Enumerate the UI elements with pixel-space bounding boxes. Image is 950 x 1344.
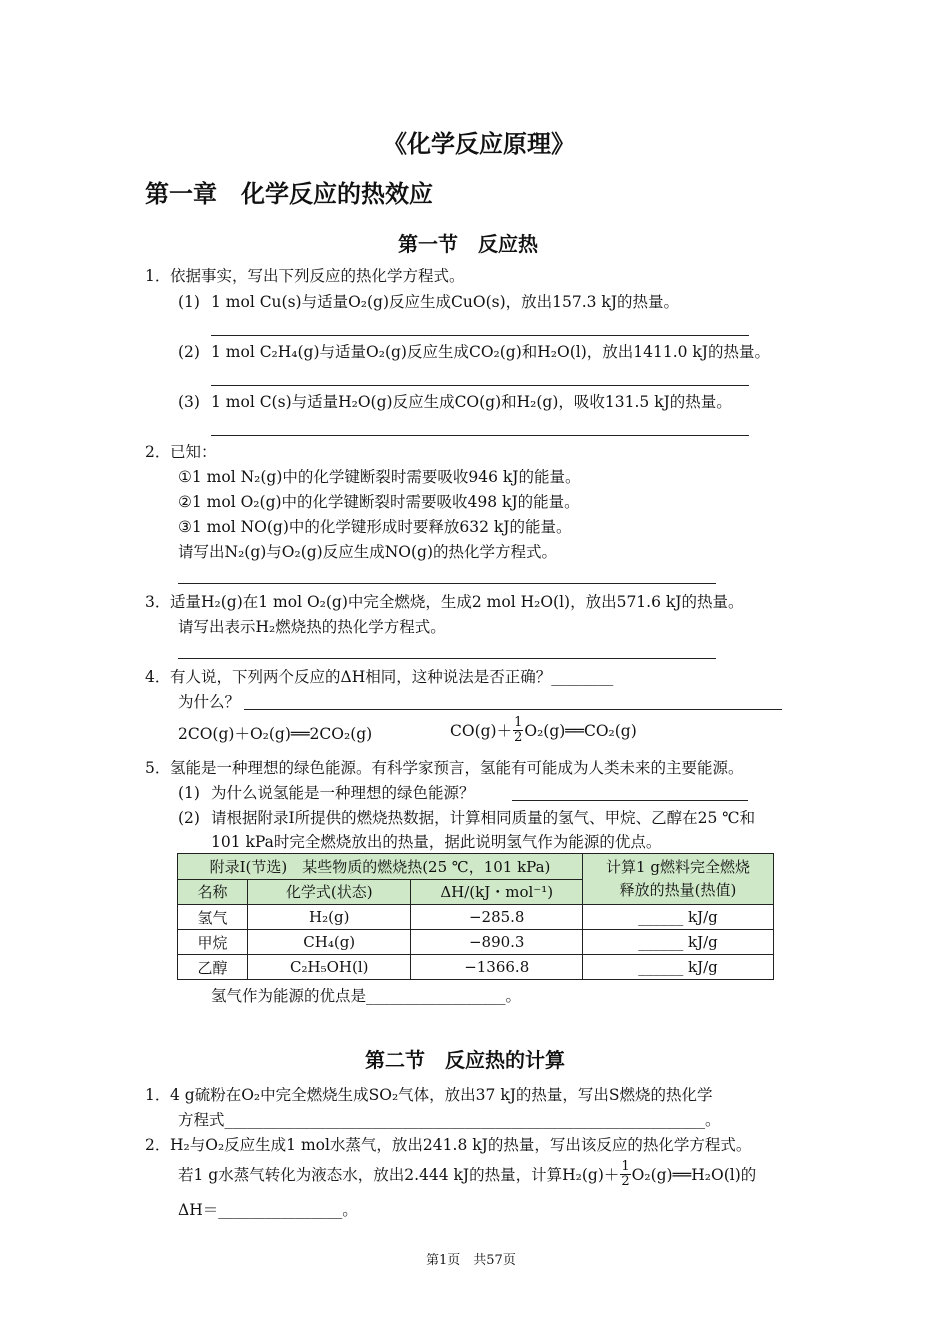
s2-q1-line2: 方程式______________________________________________________________。 xyxy=(178,1111,721,1129)
eq2-right: O₂(g)══CO₂(g) xyxy=(524,721,637,740)
table-row xyxy=(178,955,774,980)
s1-q5-sub2-label: (2) xyxy=(178,809,200,827)
s1-q4-equation2 xyxy=(450,716,637,745)
book-title: 《化学反应原理》 xyxy=(383,130,575,158)
s2-q1-number: 1． xyxy=(145,1086,171,1104)
s1-q2-fact1: ①1 mol N₂(g)中的化学键断裂时需要吸收946 kJ的能量。 xyxy=(178,468,581,486)
cell-name: 乙醇 xyxy=(178,955,248,980)
s1-q5-sub1-label: (1) xyxy=(178,784,200,802)
s1-q1-stem: 依据事实，写出下列反应的热化学方程式。 xyxy=(170,267,465,285)
answer-line[interactable] xyxy=(211,435,749,436)
table-calc-header xyxy=(583,854,774,905)
table-row xyxy=(178,905,774,930)
s1-q4-why: 为什么？ xyxy=(178,693,241,711)
s1-q2-stem: 已知： xyxy=(170,443,217,461)
cell-formula: CH₄(g) xyxy=(248,930,411,955)
s1-q1-item1-label: (1) xyxy=(178,293,200,311)
fraction-one-half xyxy=(620,1160,630,1189)
cell-name: 甲烷 xyxy=(178,930,248,955)
col-header-dh: ΔH/(kJ・mol⁻¹) xyxy=(411,879,583,905)
answer-line[interactable] xyxy=(178,583,716,584)
s1-q4-equation1: 2CO(g)＋O₂(g)══2CO₂(g) xyxy=(178,725,373,743)
s1-q5-stem: 氢能是一种理想的绿色能源。有科学家预言，氢能有可能成为人类未来的主要能源。 xyxy=(170,759,744,777)
s2-q2-line2-right: O₂(g)══H₂O(l)的 xyxy=(631,1165,757,1184)
s1-q2-fact2: ②1 mol O₂(g)中的化学键断裂时需要吸收498 kJ的能量。 xyxy=(178,493,580,511)
answer-line[interactable] xyxy=(178,658,716,659)
answer-line[interactable] xyxy=(244,709,782,710)
chapter-title: 第一章 化学反应的热效应 xyxy=(145,180,433,208)
eq2-left: CO(g)＋ xyxy=(450,721,513,740)
frac-numerator: 1 xyxy=(514,715,523,730)
s1-q5-number: 5． xyxy=(145,759,171,777)
cell-formula: H₂(g) xyxy=(248,905,411,930)
cell-blank[interactable]: ______ kJ/g xyxy=(583,930,774,955)
frac-numerator: 1 xyxy=(621,1159,630,1174)
cell-dh: −1366.8 xyxy=(411,955,583,980)
s2-q2-line1: H₂与O₂反应生成1 mol水蒸气，放出241.8 kJ的热量，写出该反应的热化学方程式。 xyxy=(170,1136,752,1154)
s1-q2-fact3: ③1 mol NO(g)中的化学键形成时要释放632 kJ的能量。 xyxy=(178,518,572,536)
s2-q2-line3: ΔH＝________________。 xyxy=(178,1201,358,1219)
s1-q3-number: 3． xyxy=(145,593,171,611)
s1-q4-stem: 有人说，下列两个反应的ΔH相同，这种说法是否正确？________ xyxy=(170,668,614,686)
s1-q5-sub2-text-line2: 101 kPa时完全燃烧放出的热量，据此说明氢气作为能源的优点。 xyxy=(211,833,662,851)
frac-denominator: 2 xyxy=(621,1174,630,1189)
page-footer: 第1页 共57页 xyxy=(426,1253,516,1268)
s1-q1-item2-label: (2) xyxy=(178,343,200,361)
s1-q1-item3-text: 1 mol C(s)与适量H₂O(g)反应生成CO(g)和H₂(g)，吸收131.5 kJ的热量。 xyxy=(211,393,732,411)
answer-line[interactable] xyxy=(211,385,749,386)
s2-q2-line2-left: 若1 g水蒸气转化为液态水，放出2.444 kJ的热量，计算H₂(g)＋ xyxy=(178,1165,620,1184)
s1-q5-sub2-text-line1: 请根据附录Ⅰ所提供的燃烧热数据，计算相同质量的氢气、甲烷、乙醇在25 ℃和 xyxy=(211,809,756,827)
cell-dh: −890.3 xyxy=(411,930,583,955)
s2-q2-line2 xyxy=(178,1160,756,1189)
section2-title: 第二节 反应热的计算 xyxy=(365,1048,565,1072)
section1-title: 第一节 反应热 xyxy=(398,232,538,256)
fraction-one-half xyxy=(513,716,523,745)
s1-q3-ask: 请写出表示H₂燃烧热的热化学方程式。 xyxy=(178,618,446,636)
s1-q1-item3-label: (3) xyxy=(178,393,200,411)
s1-q2-ask: 请写出N₂(g)与O₂(g)反应生成NO(g)的热化学方程式。 xyxy=(178,543,558,561)
s1-q2-number: 2． xyxy=(145,443,171,461)
combustion-heat-table xyxy=(177,853,774,980)
s1-q3-stem: 适量H₂(g)在1 mol O₂(g)中完全燃烧，生成2 mol H₂O(l)，放出571.6 kJ的热量。 xyxy=(170,593,744,611)
cell-formula: C₂H₅OH(l) xyxy=(248,955,411,980)
s1-q1-number: 1． xyxy=(145,267,171,285)
s1-q5-sub1-text: 为什么说氢能是一种理想的绿色能源？ xyxy=(211,784,475,802)
calc-header-line1: 计算1 g燃料完全燃烧 xyxy=(606,858,750,876)
col-header-name: 名称 xyxy=(178,879,248,905)
table-caption: 附录Ⅰ(节选) 某些物质的燃烧热(25 ℃，101 kPa) xyxy=(178,854,583,880)
frac-denominator: 2 xyxy=(514,730,523,745)
answer-line[interactable] xyxy=(512,800,748,801)
cell-dh: −285.8 xyxy=(411,905,583,930)
s1-q5-advantage: 氢气作为能源的优点是__________________。 xyxy=(211,987,522,1005)
cell-blank[interactable]: ______ kJ/g xyxy=(583,905,774,930)
s1-q1-item2-text: 1 mol C₂H₄(g)与适量O₂(g)反应生成CO₂(g)和H₂O(l)，放出1411.0 kJ的热量。 xyxy=(211,343,771,361)
col-header-formula: 化学式(状态) xyxy=(248,879,411,905)
answer-line[interactable] xyxy=(211,335,749,336)
calc-header-line2: 释放的热量(热值) xyxy=(619,881,737,899)
s1-q4-number: 4． xyxy=(145,668,171,686)
table-row xyxy=(178,930,774,955)
cell-name: 氢气 xyxy=(178,905,248,930)
s2-q1-line1: 4 g硫粉在O₂中完全燃烧生成SO₂气体，放出37 kJ的热量，写出S燃烧的热化学 xyxy=(170,1086,713,1104)
s1-q1-item1-text: 1 mol Cu(s)与适量O₂(g)反应生成CuO(s)，放出157.3 kJ的热量。 xyxy=(211,293,680,311)
s2-q2-number: 2． xyxy=(145,1136,171,1154)
cell-blank[interactable]: ______ kJ/g xyxy=(583,955,774,980)
